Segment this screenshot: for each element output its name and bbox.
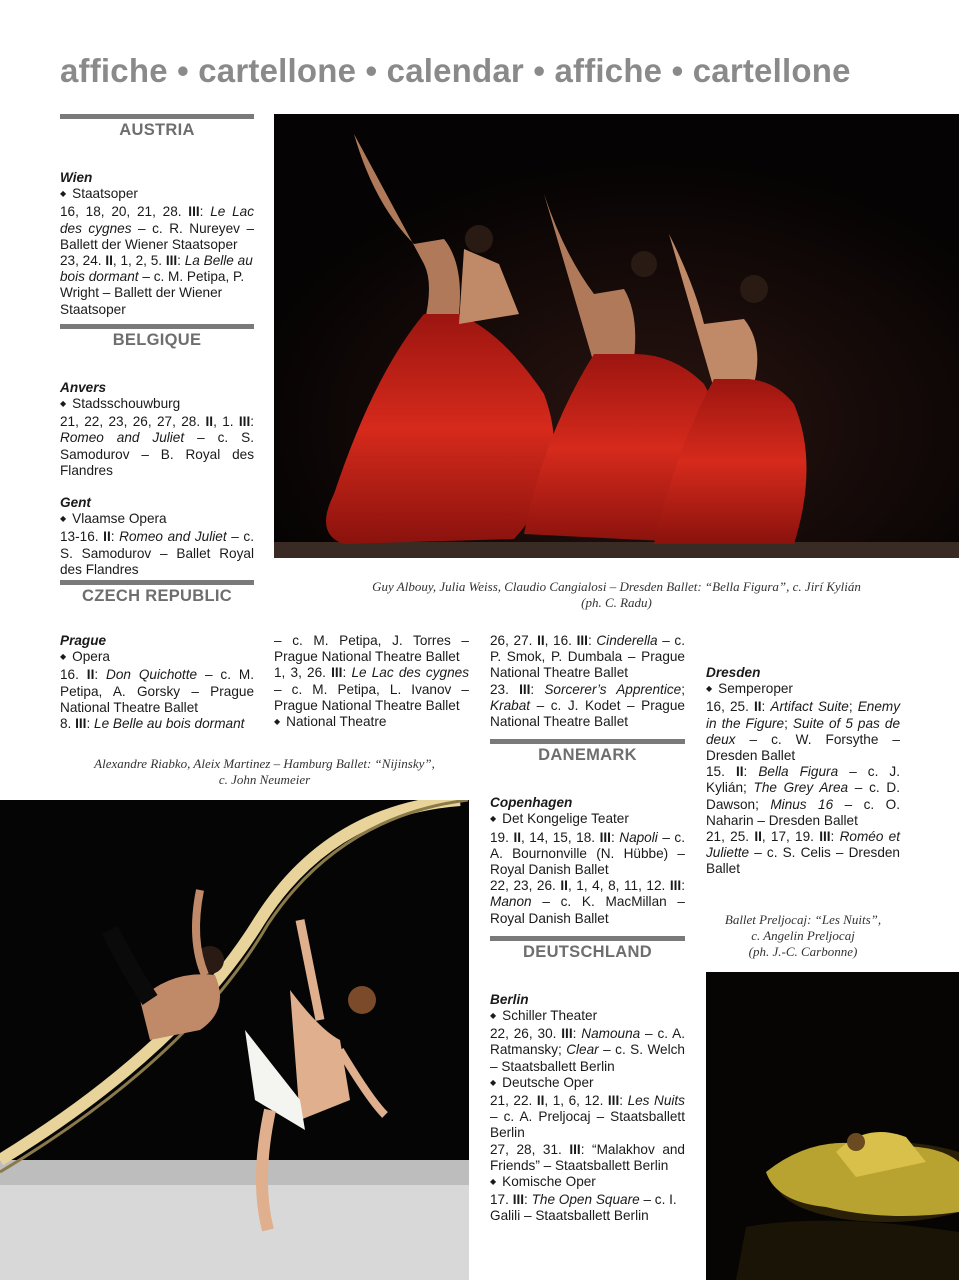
prague-column-1 [60,633,254,732]
left-column [60,114,254,612]
country-heading-austria: AUSTRIA [60,114,254,146]
city-prague: Prague [60,633,107,648]
venue-staatsoper: ◆ Staatsoper [60,186,254,204]
page-title: affiche • cartellone • calendar • affiche • cartellone [60,52,851,89]
listing-entry: 17. III: The Open Square – c. I. Galili – Staatsballett Berlin [490,1192,677,1224]
caption-right-photo: Ballet Preljocaj: “Les Nuits”, c. Angelin Preljocaj (ph. J.-C. Carbonne) [724,912,882,959]
listing-entry-continued: – c. M. Petipa, J. Torres – Prague National Theatre Ballet [274,633,469,665]
venue-stadsschouwburg: ◆ Stadsschouwburg [60,396,254,414]
photo-les-nuits-art [706,972,959,1280]
middle-column [490,633,685,1225]
listing-entry: 21, 22, 23, 26, 27, 28. II, 1. III: Romeo and Juliet – c. S. Samodurov – B. Royal des Flandres [60,414,255,478]
photo-les-nuits [706,972,959,1280]
country-heading-czech: CZECH REPUBLIC [60,580,254,612]
city-anvers: Anvers [60,379,107,395]
prague-column-2 [274,633,469,732]
country-heading-belgique: BELGIQUE [60,324,254,356]
listing-entry: 23. III: Sorcerer’s Apprentice; Krabat – c. J. Kodet – Prague National Theatre Ballet [490,681,685,730]
right-column [706,665,900,878]
listing-entry: 16. II: Don Quichotte – c. M. Petipa, A. Gorsky – Prague National Theatre Ballet [60,667,254,715]
listing-entry: 27, 28, 31. III: “Malakhov and Friends” – Staatsballett Berlin [490,1141,685,1173]
country-heading-danemark: DANEMARK [490,739,685,771]
listing-entry: 8. III: Le Belle au bois dormant [60,716,245,732]
venue-vlaamse-opera: ◆ Vlaamse Opera [60,511,254,529]
caption-top-photo: Guy Albouy, Julia Weiss, Claudio Cangialosi – Dresden Ballet: “Bella Figura”, c. Jirí Kylián (ph. C. Radu) [372,579,861,610]
caption-left-photo: Alexandre Riabko, Aleix Martinez – Hamburg Ballet: “Nijinsky”, c. John Neumeier [94,756,435,787]
listing-entry: 23, 24. II, 1, 2, 5. III: La Belle au bois dormant – c. M. Petipa, P. Wright – Ballett der Wiener Staatsoper [60,253,253,317]
venue-komische-oper: ◆ Komische Oper [490,1174,685,1192]
venue-deutsche-oper: ◆ Deutsche Oper [490,1075,685,1093]
photo-nijinsky-art [0,800,469,1280]
listing-entry: 15. II: Bella Figura – c. J. Kylián; The Grey Area – c. D. Dawson; Minus 16 – c. O. Naharin – Dresden Ballet [706,764,900,828]
city-copenhagen: Copenhagen [490,795,573,811]
listing-entry: 13-16. II: Romeo and Juliet – c. S. Samodurov – Ballet Royal des Flandres [60,529,254,577]
photo-nijinsky [0,800,469,1280]
photo-bella-figura-art [274,114,959,558]
country-heading-deutschland: DEUTSCHLAND [490,936,685,968]
listing-entry: 21, 25. II, 17, 19. III: Roméo et Juliette – c. S. Celis – Dresden Ballet [706,829,900,877]
listing-entry: 1, 3, 26. III: Le Lac des cygnes – c. M. Petipa, L. Ivanov – Prague National Theatre Ballet [274,665,470,713]
listing-entry: 26, 27. II, 16. III: Cinderella – c. P. Smok, P. Dumbala – Prague National Theatre Ballet [490,633,685,681]
listing-entry: 16, 18, 20, 21, 28. III: Le Lac des cygnes – c. R. Nureyev – Ballett der Wiener Staatsoper [60,204,255,252]
city-gent: Gent [60,495,91,511]
city-dresden: Dresden [706,665,761,680]
city-berlin: Berlin [490,991,529,1007]
photo-bella-figura [274,114,959,558]
listing-entry: 16, 25. II: Artifact Suite; Enemy in the Figure; Suite of 5 pas de deux – c. W. Forsythe – Dresden Ballet [706,699,901,764]
venue-schiller-theater: ◆ Schiller Theater [490,1008,685,1026]
listing-entry: 22, 23, 26. II, 1, 4, 8, 11, 12. III: Manon – c. K. MacMillan – Royal Danish Ballet [490,878,685,926]
venue-det-kongelige-teater: ◆ Det Kongelige Teater [490,811,685,829]
listing-entry: 19. II, 14, 15, 18. III: Napoli – c. A. Bournonville (N. Hübbe) – Royal Danish Ballet [490,829,685,878]
venue-national-theatre: ◆ National Theatre [274,714,469,732]
venue-opera: ◆ Opera [60,649,254,667]
listing-entry: 21, 22. II, 1, 6, 12. III: Les Nuits – c. A. Preljocaj – Staatsballett Berlin [490,1093,685,1141]
city-wien: Wien [60,170,93,185]
venue-semperoper: ◆ Semperoper [706,681,900,699]
listing-entry: 22, 26, 30. III: Namouna – c. A. Ratmansky; Clear – c. S. Welch – Staatsballett Berlin [490,1026,685,1074]
